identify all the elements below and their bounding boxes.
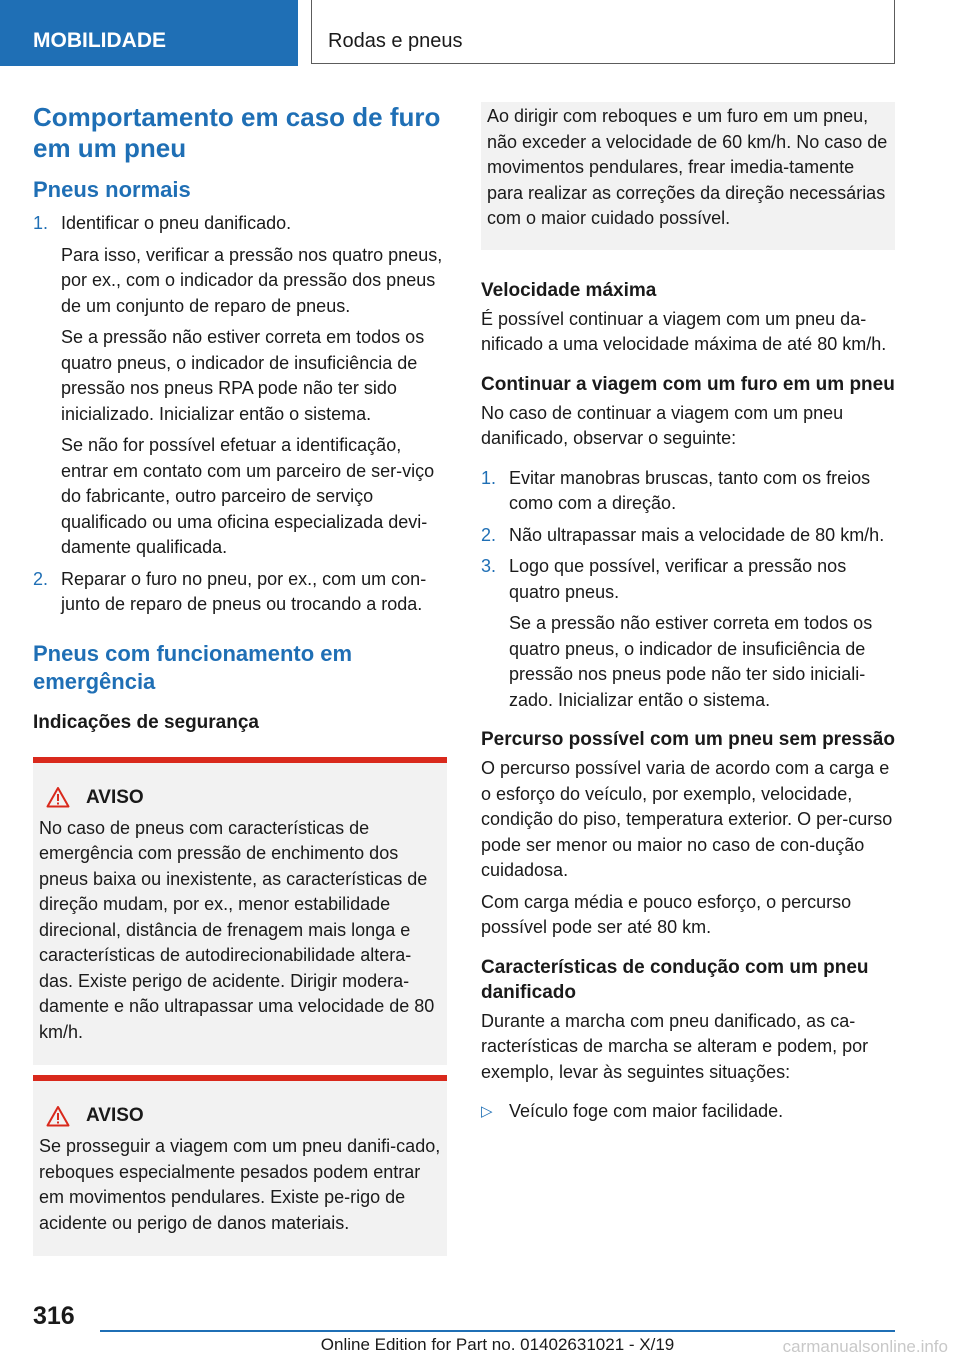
list-paragraph: Para isso, verificar a pressão nos quatro pneus, por ex., com o indicador da pressão dos pneus de um conjunto de reparo de pneus. xyxy=(61,244,443,316)
list-paragraph: Identificar o pneu danificado. xyxy=(61,213,292,233)
list-paragraph: Logo que possível, verificar a pressão nos quatro pneus. xyxy=(509,556,847,602)
list-number: 3. xyxy=(481,556,497,576)
triangle-bullet-icon: ▷ xyxy=(481,1103,493,1120)
warning-title xyxy=(39,785,441,810)
warning-text: Ao dirigir com reboques e um furo em um pneu, não exceder a velocidade de 60 km/h. No caso de movimentos pendulares, frear imedia-tamente para realizar as correções da direção necessárias com o maior cuidado possível. xyxy=(487,106,888,228)
chapter-title: Rodas e pneus xyxy=(311,0,895,64)
runflat-heading: Pneus com funcionamento em emergência xyxy=(33,640,353,694)
list-number: 2. xyxy=(33,568,49,589)
max-speed-text: É possível continuar a viagem com um pneu da-nificado a uma velocidade máxima de até 80 km/h. xyxy=(481,308,887,354)
list-number: 1. xyxy=(33,213,49,233)
continue-list xyxy=(481,466,895,714)
list-item xyxy=(481,554,895,713)
list-paragraph: Não ultrapassar mais a velocidade de 80 km/h. xyxy=(509,524,885,545)
list-paragraph: Se a pressão não estiver correta em todos os quatro pneus, o indicador de insuficiência de pressão nos pneus RPA pode não ter sido inicializado. Inicializar então o sistema. xyxy=(61,327,425,424)
page-title: Comportamento em caso de furo em um pneu xyxy=(33,102,441,163)
list-paragraph: Se não for possível efetuar a identificação, entrar em contato com um parceiro de ser-viço do fabricante, outro parceiro de serviço qualificado ou uma oficina especializada devi-damente qualificada. xyxy=(61,435,435,557)
list-paragraph: Reparar o furo no pneu, por ex., com um con-junto de reparo de pneus ou trocando a roda. xyxy=(61,568,427,614)
list-item xyxy=(481,466,895,517)
list-item xyxy=(33,211,447,561)
section-tab: MOBILIDADE xyxy=(0,0,298,66)
list-paragraph: Se a pressão não estiver correta em todos os quatro pneus, o indicador de insuficiência de pressão nos pneus pode não ter sido iniciali-zado. Inicializar então o sistema. xyxy=(509,613,873,710)
warning-label: AVISO xyxy=(86,786,144,808)
warning-box xyxy=(33,757,447,1066)
list-item xyxy=(481,1099,895,1125)
page-number: 316 xyxy=(33,1302,75,1330)
warning-text: Se prosseguir a viagem com um pneu danifi-cado, reboques especialmente pesados podem entrar em movimentos pendulares. Existe pe-rigo de acidente ou perigo de danos materiais. xyxy=(39,1136,441,1233)
warning-triangle-icon xyxy=(46,786,70,808)
range-heading: Percurso possível com um pneu sem pressão xyxy=(481,729,895,750)
range-text: O percurso possível varia de acordo com a carga e o esforço do veículo, por exemplo, velocidade, condição do piso, temperatura exterior. O per-curso pode ser menor ou maior no caso de con-dução cuidadosa. xyxy=(481,758,893,880)
warning-text: No caso de pneus com características de emergência com pressão de enchimento dos pneus baixa ou inexistente, as características de direção mudam, por ex., menor estabilidade direcional, distância de frenagem mais longa e características de autodirecionabilidade altera-das. Existe perigo de acidente. Dirigir modera-damente e não ultrapassar uma velocidade de 80 km/h. xyxy=(39,817,435,1042)
footer-divider xyxy=(100,1330,895,1332)
warning-triangle-icon xyxy=(46,1105,70,1127)
continue-text: No caso de continuar a viagem com um pneu danificado, observar o seguinte: xyxy=(481,402,844,448)
list-item xyxy=(33,567,447,618)
range-text: Com carga média e pouco esforço, o percurso possível pode ser até 80 km. xyxy=(481,891,852,937)
continue-heading: Continuar a viagem com um furo em um pneu xyxy=(481,373,895,395)
list-number: 1. xyxy=(481,467,497,488)
edition-footer: Online Edition for Part no. 01402631021 - X/19 xyxy=(320,1335,675,1354)
right-column xyxy=(481,102,895,1125)
max-speed-heading: Velocidade máxima xyxy=(481,279,657,301)
list-paragraph: Evitar manobras bruscas, tanto com os freios como com a direção. xyxy=(509,467,871,513)
warning-continuation-box xyxy=(481,102,895,250)
handling-text: Durante a marcha com pneu danificado, as ca-racterísticas de marcha se alteram e podem, por exemplo, levar às seguintes situações: xyxy=(481,1010,869,1082)
list-number: 2. xyxy=(481,524,497,545)
normal-tyres-list xyxy=(33,211,447,618)
list-paragraph: Veículo foge com maior facilidade. xyxy=(509,1101,784,1121)
handling-heading: Características de condução com um pneu danificado xyxy=(481,956,869,1003)
normal-tyres-heading: Pneus normais xyxy=(33,177,191,202)
left-column xyxy=(33,102,447,1256)
warning-box xyxy=(33,1075,447,1256)
safety-heading: Indicações de segurança xyxy=(33,711,259,733)
watermark: carmanualsonline.info xyxy=(782,1337,948,1356)
warning-title xyxy=(39,1103,441,1128)
warning-label: AVISO xyxy=(86,1105,144,1126)
list-item xyxy=(481,523,895,549)
